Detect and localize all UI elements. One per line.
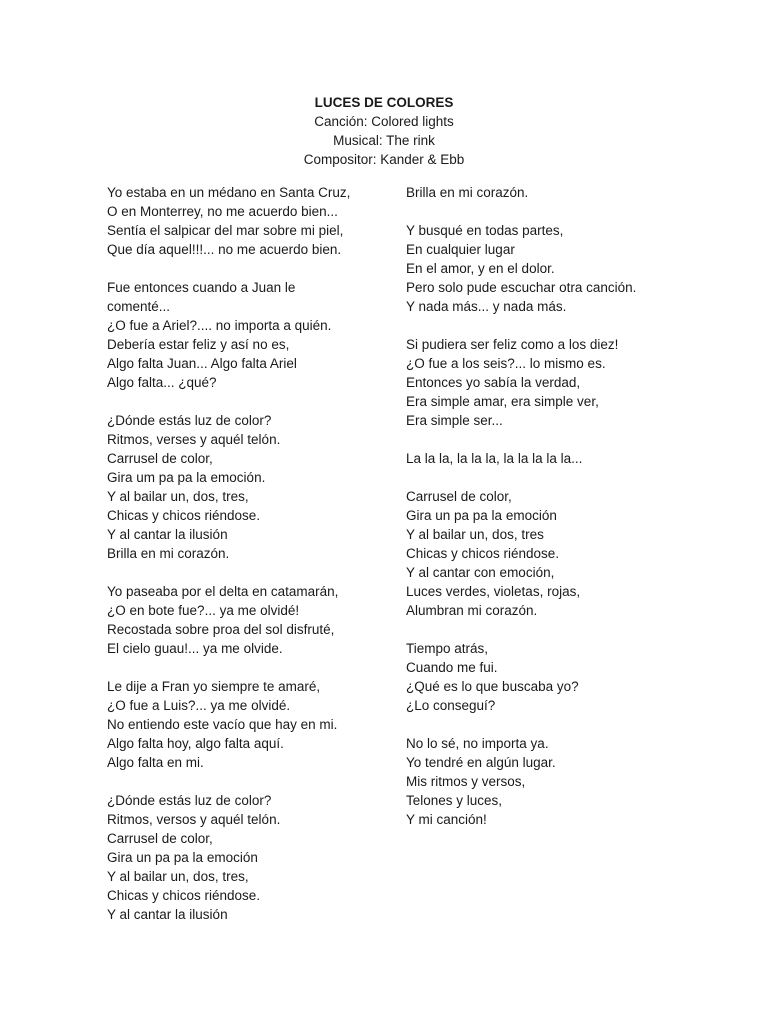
lyric-line: Telones y luces, [406, 793, 503, 808]
lyric-line: Algo falta hoy, algo falta aquí. [107, 736, 284, 751]
lyric-line: Chicas y chicos riéndose. [107, 508, 261, 523]
lyric-line: Si pudiera ser feliz como a los diez! [406, 337, 619, 352]
lyric-line: Entonces yo sabía la verdad, [406, 375, 581, 390]
lyric-line: Y mi canción! [406, 812, 487, 827]
lyric-line: Algo falta... ¿qué? [107, 375, 217, 390]
lyric-line: Fue entonces cuando a Juan le [107, 280, 296, 295]
stanza [107, 278, 387, 392]
lyric-line: ¿Qué es lo que buscaba yo? [406, 679, 579, 694]
lyric-line: ¿O fue a los seis?... lo mismo es. [406, 356, 606, 371]
lyric-line: Algo falta en mi. [107, 755, 204, 770]
lyric-line: Algo falta Juan... Algo falta Ariel [107, 356, 297, 371]
stanza [406, 183, 706, 202]
lyric-line: comenté... [107, 299, 171, 314]
stanza [406, 734, 706, 829]
lyric-line: Luces verdes, violetas, rojas, [406, 584, 581, 599]
lyric-line: Pero solo pude escuchar otra canción. [406, 280, 637, 295]
lyric-line: Gira un pa pa la emoción [406, 508, 557, 523]
stanza [406, 487, 706, 620]
lyric-line: Le dije a Fran yo siempre te amaré, [107, 679, 321, 694]
lyric-line: ¿O fue a Luis?... ya me olvidé. [107, 698, 291, 713]
lyric-line: No lo sé, no importa ya. [406, 736, 549, 751]
lyrics-left-column [107, 183, 387, 943]
lyric-line: ¿O fue a Ariel?.... no importa a quién. [107, 318, 332, 333]
lyric-line: Gira un pa pa la emoción [107, 850, 258, 865]
lyric-line: Ritmos, versos y aquél telón. [107, 812, 281, 827]
lyric-line: Mis ritmos y versos, [406, 774, 526, 789]
lyric-line: Gira um pa pa la emoción. [107, 470, 266, 485]
lyric-line: Carrusel de color, [107, 451, 213, 466]
lyric-line: Yo paseaba por el delta en catamarán, [107, 584, 339, 599]
song-title: LUCES DE COLORES [314, 95, 454, 110]
lyric-line: Era simple ser... [406, 413, 503, 428]
lyric-line: Recostada sobre proa del sol disfruté, [107, 622, 335, 637]
stanza [107, 183, 387, 259]
lyric-line: Chicas y chicos riéndose. [406, 546, 560, 561]
lyric-line: Yo tendré en algún lugar. [406, 755, 556, 770]
lyric-line: En cualquier lugar [406, 242, 515, 257]
lyric-line: ¿Dónde estás luz de color? [107, 413, 272, 428]
lyric-line: O en Monterrey, no me acuerdo bien... [107, 204, 338, 219]
song-name: Canción: Colored lights [314, 114, 454, 129]
lyric-line: Era simple amar, era simple ver, [406, 394, 599, 409]
lyric-line: No entiendo este vacío que hay en mi. [107, 717, 338, 732]
lyric-line: ¿Lo conseguí? [406, 698, 496, 713]
lyric-line: Ritmos, verses y aquél telón. [107, 432, 281, 447]
lyric-line: Carrusel de color, [107, 831, 213, 846]
lyric-line: En el amor, y en el dolor. [406, 261, 555, 276]
stanza [406, 639, 706, 715]
lyric-line: ¿Dónde estás luz de color? [107, 793, 272, 808]
musical-name: Musical: The rink [333, 133, 435, 148]
composer-name: Compositor: Kander & Ebb [303, 152, 465, 167]
lyric-line: Carrusel de color, [406, 489, 512, 504]
lyric-line: Que día aquel!!!... no me acuerdo bien. [107, 242, 342, 257]
stanza [406, 221, 706, 316]
lyric-line: Y al bailar un, dos, tres [406, 527, 544, 542]
lyric-line: Y al cantar la ilusión [107, 907, 228, 922]
lyric-line: Y busqué en todas partes, [406, 223, 564, 238]
lyric-line: Brilla en mi corazón. [107, 546, 230, 561]
stanza [107, 582, 387, 658]
lyric-line: Y nada más... y nada más. [406, 299, 567, 314]
lyric-line: Chicas y chicos riéndose. [107, 888, 261, 903]
stanza [406, 335, 706, 430]
lyric-line: Yo estaba en un médano en Santa Cruz, [107, 185, 351, 200]
lyric-line: Cuando me fui. [406, 660, 498, 675]
stanza [107, 411, 387, 563]
lyric-line: Debería estar feliz y así no es, [107, 337, 290, 352]
lyric-line: El cielo guau!... ya me olvide. [107, 641, 283, 656]
stanza [107, 677, 387, 772]
lyric-line: La la la, la la la, la la la la la... [406, 451, 583, 466]
lyric-line: Y al bailar un, dos, tres, [107, 489, 249, 504]
lyric-line: Brilla en mi corazón. [406, 185, 529, 200]
lyric-line: Y al cantar la ilusión [107, 527, 228, 542]
lyric-line: ¿O en bote fue?... ya me olvidé! [107, 603, 300, 618]
document-header [0, 93, 768, 169]
stanza [406, 449, 706, 468]
lyric-line: Sentía el salpicar del mar sobre mi piel, [107, 223, 344, 238]
lyric-line: Y al bailar un, dos, tres, [107, 869, 249, 884]
lyric-line: Alumbran mi corazón. [406, 603, 538, 618]
lyric-line: Tiempo atrás, [406, 641, 489, 656]
stanza [107, 791, 387, 924]
lyrics-right-column [406, 183, 706, 848]
lyric-line: Y al cantar con emoción, [406, 565, 555, 580]
